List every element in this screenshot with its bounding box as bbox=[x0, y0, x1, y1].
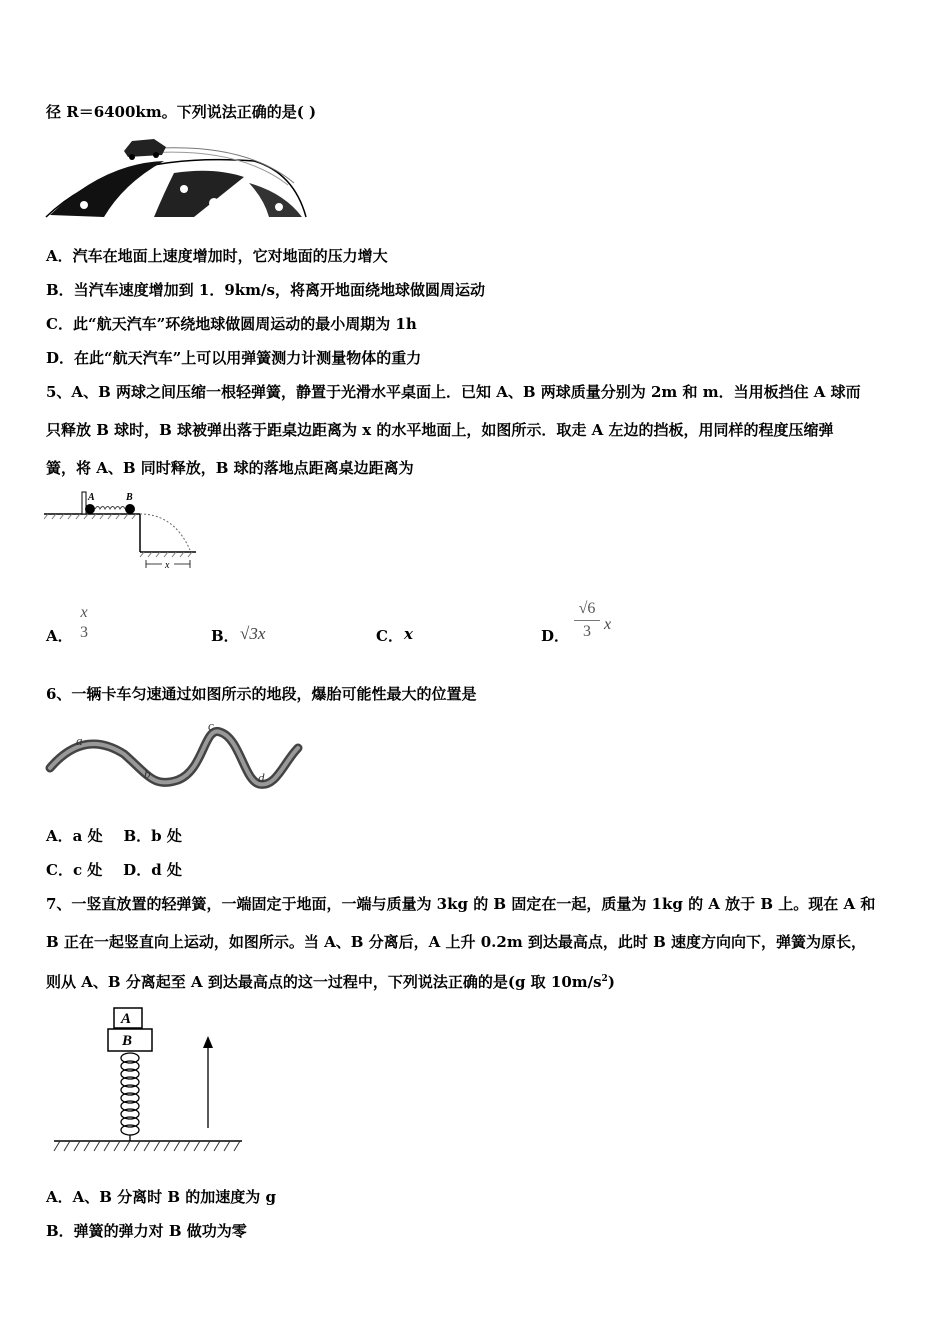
q7-close-paren: ) bbox=[607, 973, 615, 991]
q7-stem-line-2: B 正在一起竖直向上运动，如图所示。当 A、B 分离后，A 上升 0.2m 到达最高点，此时 B 速度方向向下，弹簧为原长， bbox=[46, 933, 867, 951]
q5-option-c-label: C． bbox=[376, 627, 403, 645]
ball-b-label: B bbox=[126, 492, 133, 503]
q5-option-d-denominator: 3 bbox=[583, 623, 591, 640]
point-b-label: b bbox=[144, 766, 151, 781]
point-d-label: d bbox=[258, 770, 265, 785]
q7-unit-exponent: 2 bbox=[601, 974, 608, 984]
q5-option-b-value: √3x bbox=[240, 624, 266, 643]
q7-option-b: B．弹簧的弹力对 B 做功为零 bbox=[46, 1222, 247, 1240]
q5-option-c-value: x bbox=[404, 625, 413, 643]
q5-option-d-variable: x bbox=[604, 616, 612, 633]
q7-stem-line-3 bbox=[46, 969, 615, 992]
q4-option-b: B．当汽车速度增加到 1．9km/s，将离开地面绕地球做圆周运动 bbox=[46, 281, 485, 299]
q7-stem-line-1: 7、一竖直放置的轻弹簧，一端固定于地面，一端与质量为 3kg 的 B 固定在一起，质量为 1kg 的 A 放于 B 上。现在 A 和 bbox=[46, 895, 876, 913]
q5-option-a-denominator: 3 bbox=[80, 624, 88, 641]
point-c-label: c bbox=[208, 718, 214, 733]
q5-option-b-label: B． bbox=[211, 627, 239, 645]
q5-option-a-fraction bbox=[74, 604, 94, 642]
q7-stem-line-3-text: 则从 A、B 分离起至 A 到达最高点的这一过程中，下列说法正确的是(g 取 10m/s bbox=[46, 973, 602, 991]
q5-option-a-label: A． bbox=[46, 627, 73, 645]
spring-balls-table-figure bbox=[44, 488, 200, 576]
q6-options-ab: A．a 处 B．b 处 bbox=[46, 827, 182, 845]
earth-car-figure bbox=[44, 133, 312, 225]
q5-option-d-label: D． bbox=[541, 627, 570, 645]
q4-option-d: D．在此“航天汽车”上可以用弹簧测力计测量物体的重力 bbox=[46, 349, 422, 367]
wavy-road-figure bbox=[44, 718, 306, 800]
q4-option-a: A．汽车在地面上速度增加时，它对地面的压力增大 bbox=[46, 247, 388, 265]
q4-stem: 径 R＝6400km。下列说法正确的是( ) bbox=[46, 103, 317, 121]
q5-stem-line-2: 只释放 B 球时，B 球被弹出落于距桌边距离为 x 的水平地面上，如图所示．取走 A 左边的挡板，用同样的程度压缩弹 bbox=[46, 421, 834, 439]
q5-option-d-fraction bbox=[574, 600, 600, 641]
block-b-label: B bbox=[122, 1033, 133, 1049]
q5-option-a-numerator: x bbox=[80, 604, 88, 621]
vertical-spring-blocks-figure bbox=[46, 1004, 250, 1160]
q5-option-d-numerator: √6 bbox=[578, 600, 596, 617]
block-a-label: A bbox=[121, 1011, 132, 1027]
distance-x-label: x bbox=[165, 560, 170, 571]
q5-stem-line-3: 簧，将 A、B 同时释放，B 球的落地点距离桌边距离为 bbox=[46, 459, 414, 477]
ball-a-label: A bbox=[88, 492, 95, 503]
q7-option-a: A．A、B 分离时 B 的加速度为 g bbox=[46, 1188, 277, 1206]
point-a-label: a bbox=[76, 733, 83, 748]
q6-stem: 6、一辆卡车匀速通过如图所示的地段，爆胎可能性最大的位置是 bbox=[46, 685, 477, 703]
q6-options-cd: C．c 处 D．d 处 bbox=[46, 861, 182, 879]
q4-option-c: C．此“航天汽车”环绕地球做圆周运动的最小周期为 1h bbox=[46, 315, 417, 333]
q5-stem-line-1: 5、A、B 两球之间压缩一根轻弹簧，静置于光滑水平桌面上．已知 A、B 两球质量分别为 2m 和 m．当用板挡住 A 球而 bbox=[46, 383, 861, 401]
